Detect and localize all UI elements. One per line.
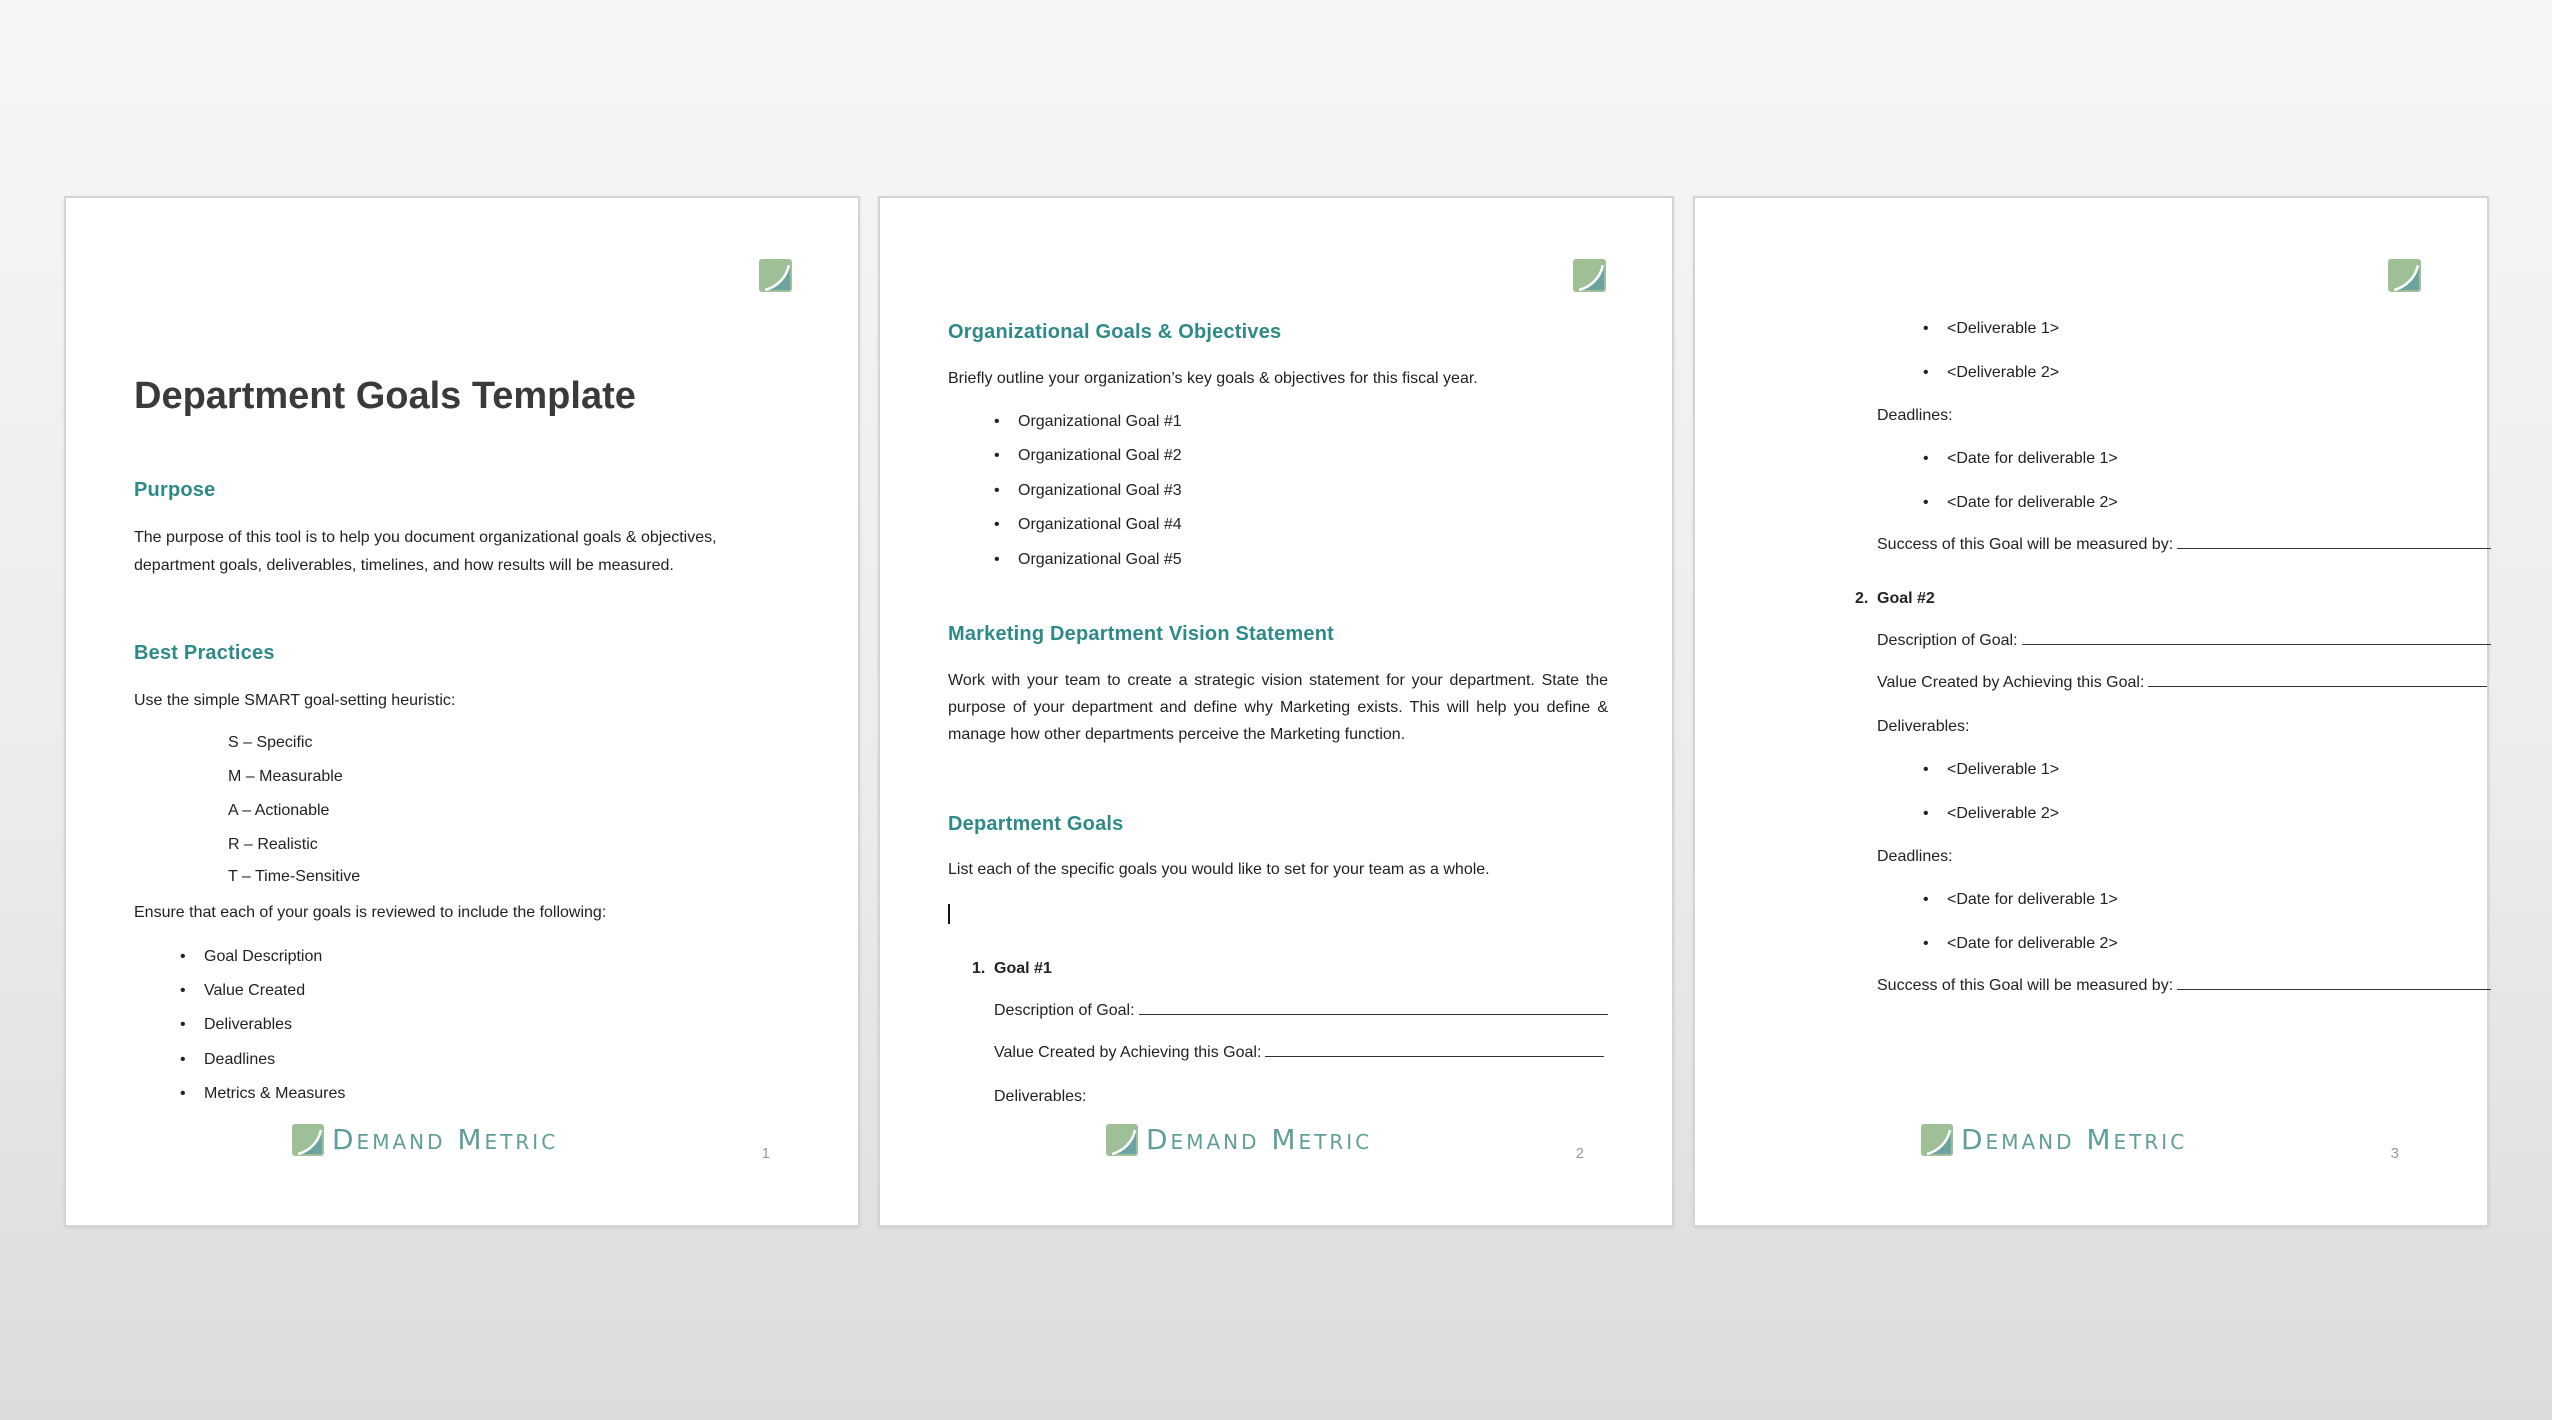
org-goal-item: • Organizational Goal #4: [1018, 512, 1182, 538]
org-goals-heading: Organizational Goals & Objectives: [948, 321, 1282, 343]
brand-name: Demand Metric: [1961, 1123, 2188, 1156]
deadline-item: • <Date for deliverable 2>: [1947, 490, 2118, 516]
deliverable-item: • <Deliverable 2>: [1947, 360, 2059, 386]
document-page-1: [64, 196, 860, 1227]
value-field[interactable]: [1877, 670, 2487, 696]
success-blank[interactable]: [2177, 973, 2491, 990]
brand-name: Demand Metric: [332, 1123, 559, 1156]
success-field[interactable]: [1877, 973, 2491, 999]
page-number: 2: [1575, 1145, 1584, 1162]
footer-brand: [1106, 1124, 1372, 1156]
document-title: Department Goals Template: [134, 375, 636, 417]
brand-name: Demand Metric: [1146, 1123, 1373, 1156]
value-blank[interactable]: [1265, 1040, 1604, 1057]
demand-metric-logo-icon: [2388, 259, 2421, 292]
demand-metric-logo-icon: [1106, 1124, 1138, 1156]
purpose-heading: Purpose: [134, 479, 216, 501]
description-blank[interactable]: [2022, 628, 2491, 645]
deliverable-item: • <Deliverable 2>: [1947, 801, 2059, 827]
vision-heading: Marketing Department Vision Statement: [948, 623, 1335, 645]
page-number: 1: [761, 1145, 770, 1162]
purpose-text: The purpose of this tool is to help you document organizational goals & objectives, department goals, deliverables, timelines, and how results will be measured.: [134, 529, 717, 574]
smart-item: A – Actionable: [228, 802, 330, 819]
checklist-item: • Goal Description: [204, 944, 322, 970]
success-field[interactable]: [1877, 532, 2491, 558]
value-label: Value Created by Achieving this Goal:: [994, 1044, 1262, 1061]
deadlines-label: Deadlines:: [1877, 848, 1953, 865]
goal-number: 1.: [972, 960, 986, 977]
org-goal-item: • Organizational Goal #5: [1018, 547, 1182, 573]
description-blank[interactable]: [1139, 998, 1608, 1015]
deadline-item: • <Date for deliverable 1>: [1947, 446, 2118, 472]
description-label: Description of Goal:: [1877, 632, 2018, 649]
document-page-2: [878, 196, 1674, 1227]
success-blank[interactable]: [2177, 532, 2491, 549]
deadlines-label: Deadlines:: [1877, 407, 1953, 424]
goal-title: Goal #1: [994, 960, 1052, 977]
checklist-item: • Deadlines: [204, 1047, 275, 1073]
org-goal-item: • Organizational Goal #3: [1018, 478, 1182, 504]
deliverable-item: • <Deliverable 1>: [1947, 316, 2059, 342]
demand-metric-logo-icon: [1921, 1124, 1953, 1156]
demand-metric-logo-icon: [1573, 259, 1606, 292]
description-label: Description of Goal:: [994, 1002, 1135, 1019]
smart-item: M – Measurable: [228, 768, 343, 785]
dept-goals-intro: List each of the specific goals you would like to set for your team as a whole.: [948, 861, 1490, 878]
description-field[interactable]: [1877, 628, 2491, 654]
org-goals-intro: Briefly outline your organization’s key goals & objectives for this fiscal year.: [948, 370, 1478, 387]
org-goal-item: • Organizational Goal #2: [1018, 443, 1182, 469]
org-goal-item: • Organizational Goal #1: [1018, 409, 1182, 435]
deliverable-item: • <Deliverable 1>: [1947, 757, 2059, 783]
success-label: Success of this Goal will be measured by:: [1877, 977, 2174, 994]
smart-item: S – Specific: [228, 734, 313, 751]
value-label: Value Created by Achieving this Goal:: [1877, 674, 2145, 691]
page-number: 3: [2390, 1145, 2399, 1162]
success-label: Success of this Goal will be measured by:: [1877, 536, 2174, 553]
value-blank[interactable]: [2148, 670, 2487, 687]
goal-title: Goal #2: [1877, 590, 1935, 607]
goal-number: 2.: [1855, 590, 1869, 607]
deliverables-label: Deliverables:: [1877, 718, 1970, 735]
text-cursor: [948, 904, 950, 924]
checklist-item: • Deliverables: [204, 1012, 292, 1038]
ensure-text: Ensure that each of your goals is reviewed to include the following:: [134, 904, 607, 921]
deadline-item: • <Date for deliverable 2>: [1947, 931, 2118, 957]
document-page-3: [1693, 196, 2489, 1227]
demand-metric-logo-icon: [759, 259, 792, 292]
description-field[interactable]: [994, 998, 1608, 1024]
vision-text: Work with your team to create a strategic vision statement for your department. State the purpose of your department and define why Marketing exists. This will help you define & manage how other departments perceive the Marketing function.: [948, 672, 1608, 743]
deliverables-label: Deliverables:: [994, 1088, 1087, 1105]
best-practices-heading: Best Practices: [134, 642, 275, 664]
deadline-item: • <Date for deliverable 1>: [1947, 887, 2118, 913]
demand-metric-logo-icon: [292, 1124, 324, 1156]
value-field[interactable]: [994, 1040, 1604, 1066]
smart-item: R – Realistic: [228, 836, 318, 853]
smart-item: T – Time-Sensitive: [228, 868, 361, 885]
checklist-item: • Metrics & Measures: [204, 1081, 345, 1107]
smart-intro: Use the simple SMART goal-setting heuristic:: [134, 692, 456, 709]
dept-goals-heading: Department Goals: [948, 813, 1124, 835]
footer-brand: [1921, 1124, 2187, 1156]
footer-brand: [292, 1124, 558, 1156]
checklist-item: • Value Created: [204, 978, 305, 1004]
